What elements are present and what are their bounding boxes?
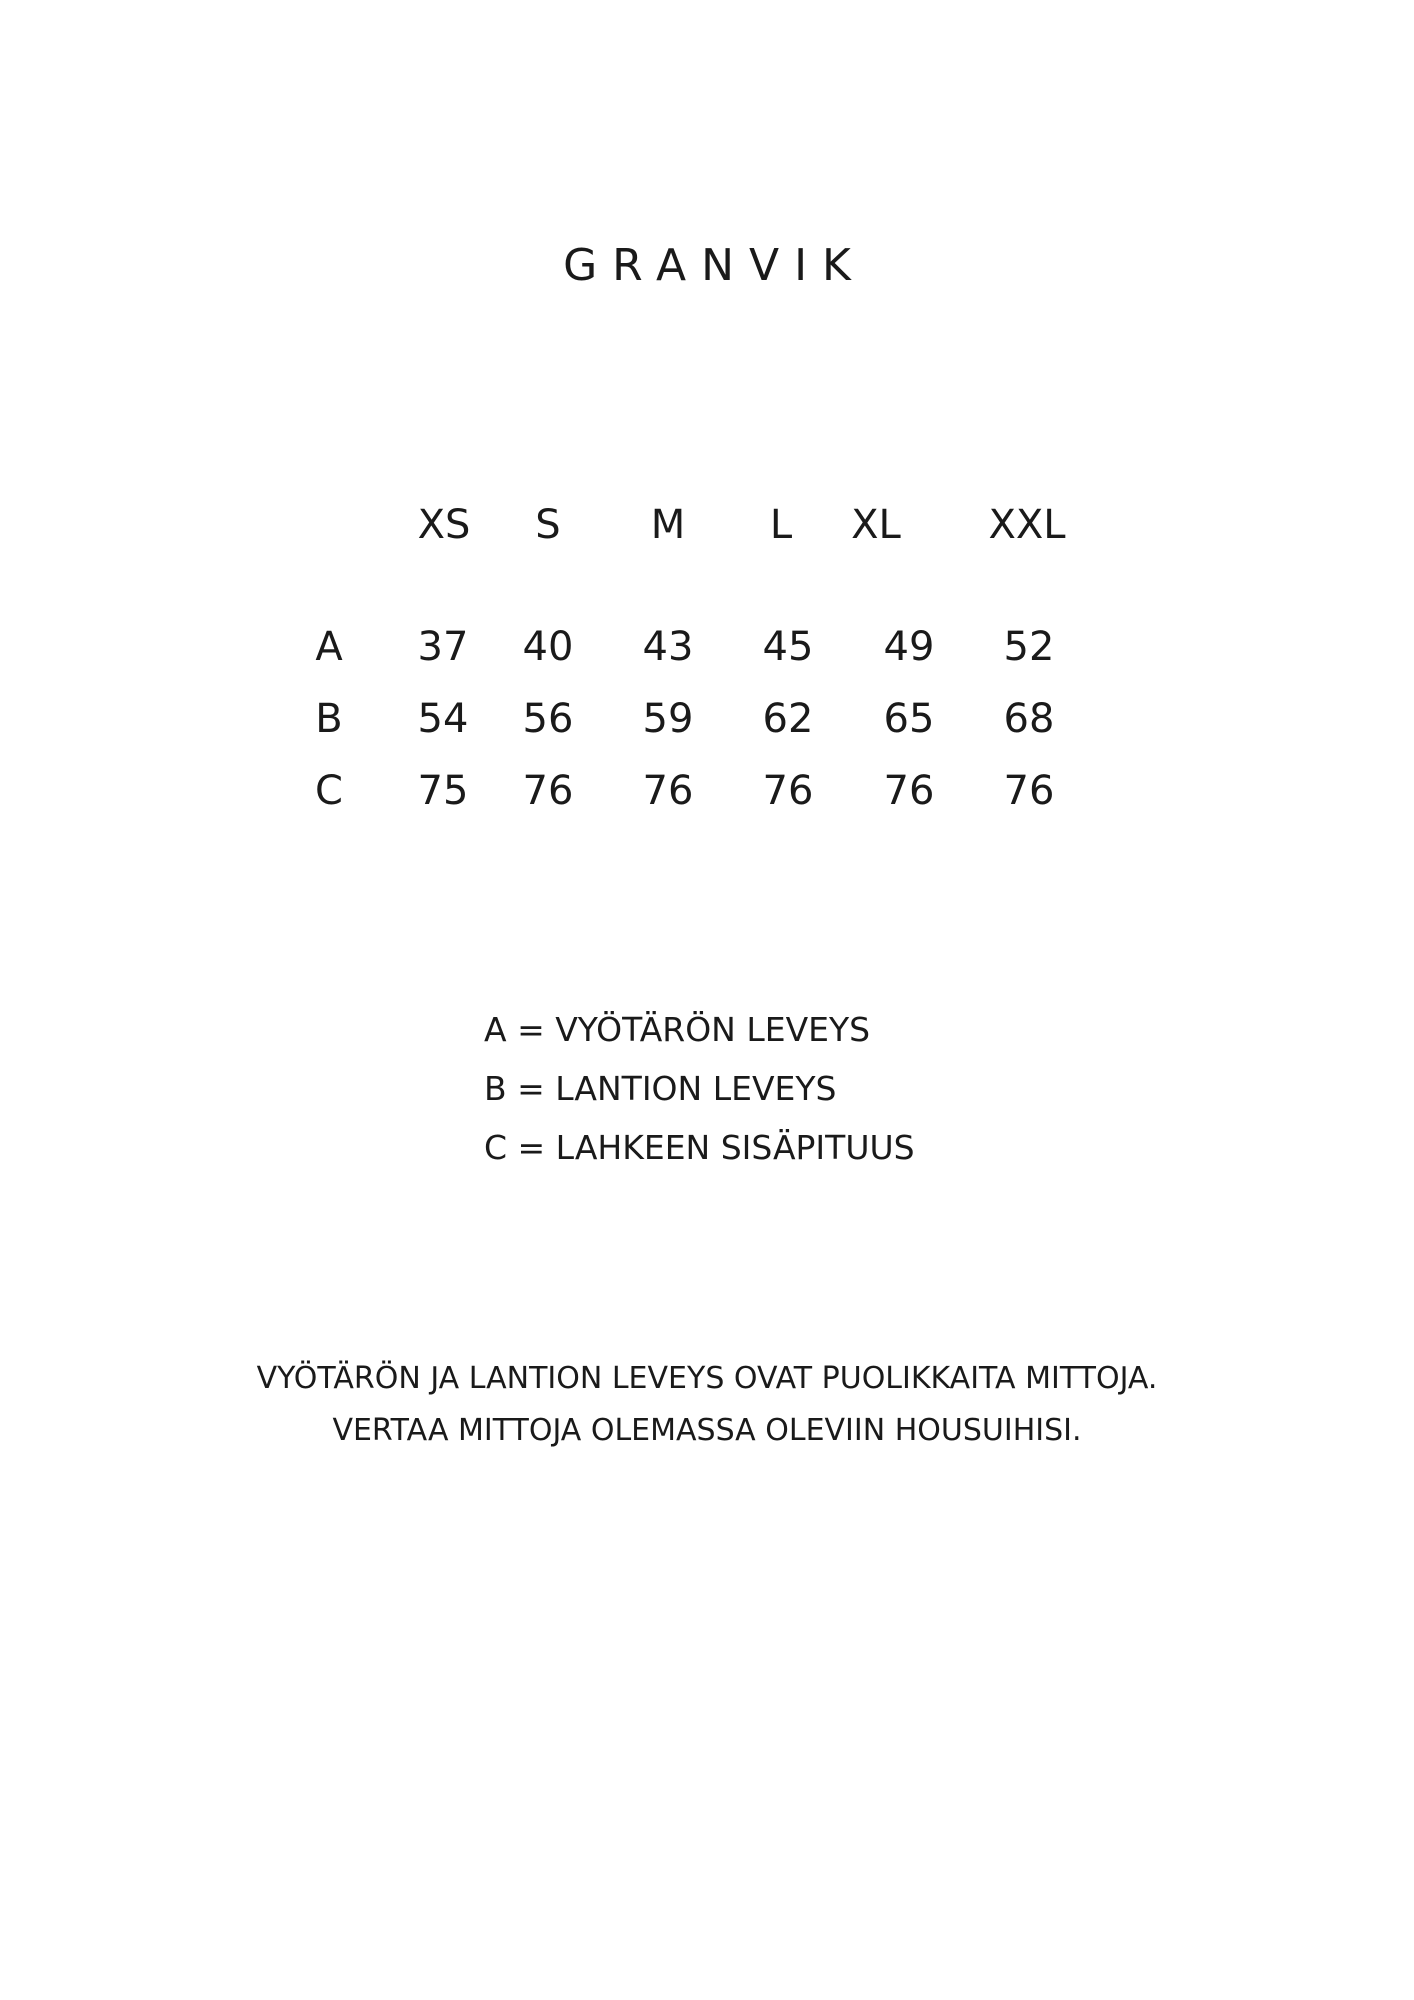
legend-item-b: B = LANTION LEVEYS (484, 1069, 837, 1108)
legend-item-c: C = LAHKEEN SISÄPITUUS (484, 1128, 915, 1167)
size-header-xl: XL (851, 502, 901, 548)
table-cell: 49 (883, 624, 935, 670)
size-header-xxl: XXL (988, 502, 1066, 548)
table-cell: 65 (883, 696, 935, 742)
table-cell: 76 (522, 768, 574, 814)
table-cell: 75 (417, 768, 469, 814)
table-cell: 37 (417, 624, 469, 670)
table-cell: 76 (883, 768, 935, 814)
table-cell: 52 (1003, 624, 1055, 670)
size-header-l: L (769, 502, 793, 548)
table-cell: 59 (642, 696, 694, 742)
table-cell: 43 (642, 624, 694, 670)
brand-title: GRANVIK (563, 240, 866, 291)
table-cell: 62 (762, 696, 814, 742)
size-header-s: S (535, 502, 561, 548)
table-cell: 54 (417, 696, 469, 742)
table-cell: 68 (1003, 696, 1055, 742)
size-header-m: M (650, 502, 686, 548)
table-cell: 45 (762, 624, 814, 670)
table-cell: 76 (1003, 768, 1055, 814)
table-cell: 56 (522, 696, 574, 742)
table-cell: 76 (642, 768, 694, 814)
legend-item-a: A = VYÖTÄRÖN LEVEYS (484, 1010, 871, 1049)
size-header-xs: XS (417, 502, 471, 548)
table-cell: 40 (522, 624, 574, 670)
row-label-b: B (315, 696, 343, 742)
note-line-2: VERTAA MITTOJA OLEMASSA OLEVIIN HOUSUIHISI. (332, 1413, 1082, 1448)
row-label-c: C (315, 768, 343, 814)
table-cell: 76 (762, 768, 814, 814)
row-label-a: A (315, 624, 343, 670)
note-line-1: VYÖTÄRÖN JA LANTION LEVEYS OVAT PUOLIKKAITA MITTOJA. (256, 1361, 1158, 1396)
